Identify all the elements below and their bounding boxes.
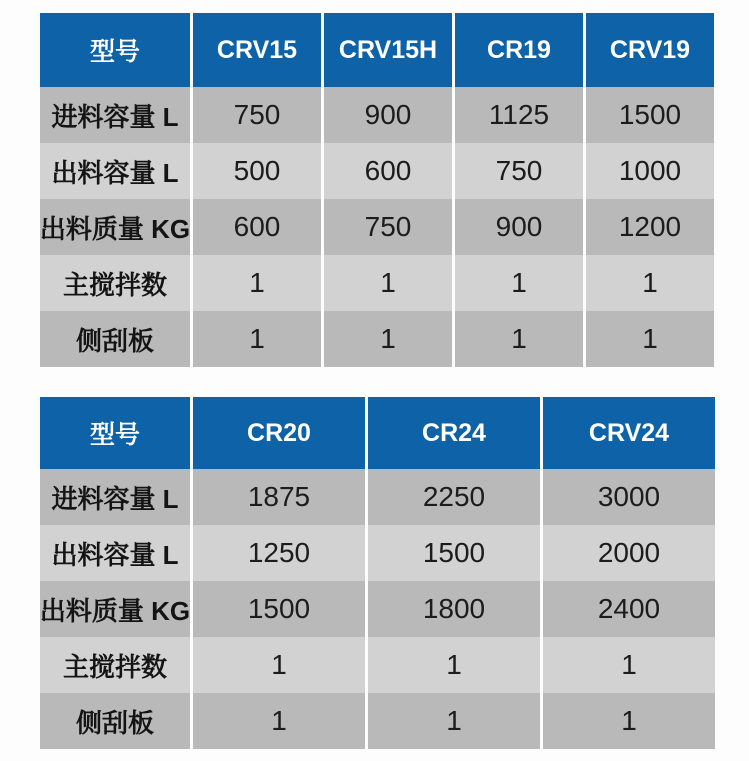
row-label-cell: 出料质量 KG <box>40 199 190 255</box>
model-column-header: 型号 <box>40 13 190 87</box>
spec-value-cell: 1 <box>324 255 452 311</box>
spec-value-cell: 750 <box>324 199 452 255</box>
model-name-header: CRV15 <box>193 13 321 87</box>
model-name-header: CRV19 <box>586 13 714 87</box>
row-label-cell: 进料容量 L <box>40 469 190 525</box>
spec-value-cell: 2250 <box>368 469 540 525</box>
spec-value-cell: 600 <box>193 199 321 255</box>
row-label-cell: 出料质量 KG <box>40 581 190 637</box>
spec-value-cell: 1 <box>586 255 714 311</box>
model-name-header: CR19 <box>455 13 583 87</box>
spec-value-cell: 2400 <box>543 581 715 637</box>
spec-value-cell: 1 <box>543 637 715 693</box>
spec-value-cell: 1 <box>368 637 540 693</box>
spec-value-cell: 3000 <box>543 469 715 525</box>
spec-value-cell: 1875 <box>193 469 365 525</box>
model-name-header: CRV24 <box>543 397 715 469</box>
model-column-header: 型号 <box>40 397 190 469</box>
row-label-cell: 侧刮板 <box>40 693 190 749</box>
spec-value-cell: 1 <box>586 311 714 367</box>
spec-value-cell: 600 <box>324 143 452 199</box>
spec-value-cell: 1 <box>193 637 365 693</box>
spec-value-cell: 1 <box>368 693 540 749</box>
spec-value-cell: 1250 <box>193 525 365 581</box>
spec-value-cell: 1500 <box>586 87 714 143</box>
spec-table-1 <box>40 13 714 367</box>
spec-table-2 <box>40 397 715 749</box>
spec-value-cell: 1 <box>193 311 321 367</box>
spec-value-cell: 900 <box>455 199 583 255</box>
row-label-cell: 主搅拌数 <box>40 637 190 693</box>
spec-value-cell: 1 <box>455 311 583 367</box>
row-label-cell: 出料容量 L <box>40 525 190 581</box>
spec-value-cell: 1500 <box>193 581 365 637</box>
spec-value-cell: 2000 <box>543 525 715 581</box>
spec-value-cell: 900 <box>324 87 452 143</box>
model-name-header: CR24 <box>368 397 540 469</box>
model-name-header: CR20 <box>193 397 365 469</box>
spec-value-cell: 1200 <box>586 199 714 255</box>
row-label-cell: 主搅拌数 <box>40 255 190 311</box>
spec-value-cell: 500 <box>193 143 321 199</box>
spec-value-cell: 1000 <box>586 143 714 199</box>
spec-value-cell: 750 <box>455 143 583 199</box>
spec-value-cell: 1500 <box>368 525 540 581</box>
spec-value-cell: 1 <box>324 311 452 367</box>
spec-value-cell: 1 <box>193 693 365 749</box>
spec-value-cell: 1 <box>455 255 583 311</box>
spec-value-cell: 1125 <box>455 87 583 143</box>
spec-value-cell: 1 <box>543 693 715 749</box>
row-label-cell: 侧刮板 <box>40 311 190 367</box>
spec-value-cell: 1800 <box>368 581 540 637</box>
spec-value-cell: 750 <box>193 87 321 143</box>
model-name-header: CRV15H <box>324 13 452 87</box>
row-label-cell: 进料容量 L <box>40 87 190 143</box>
row-label-cell: 出料容量 L <box>40 143 190 199</box>
spec-value-cell: 1 <box>193 255 321 311</box>
